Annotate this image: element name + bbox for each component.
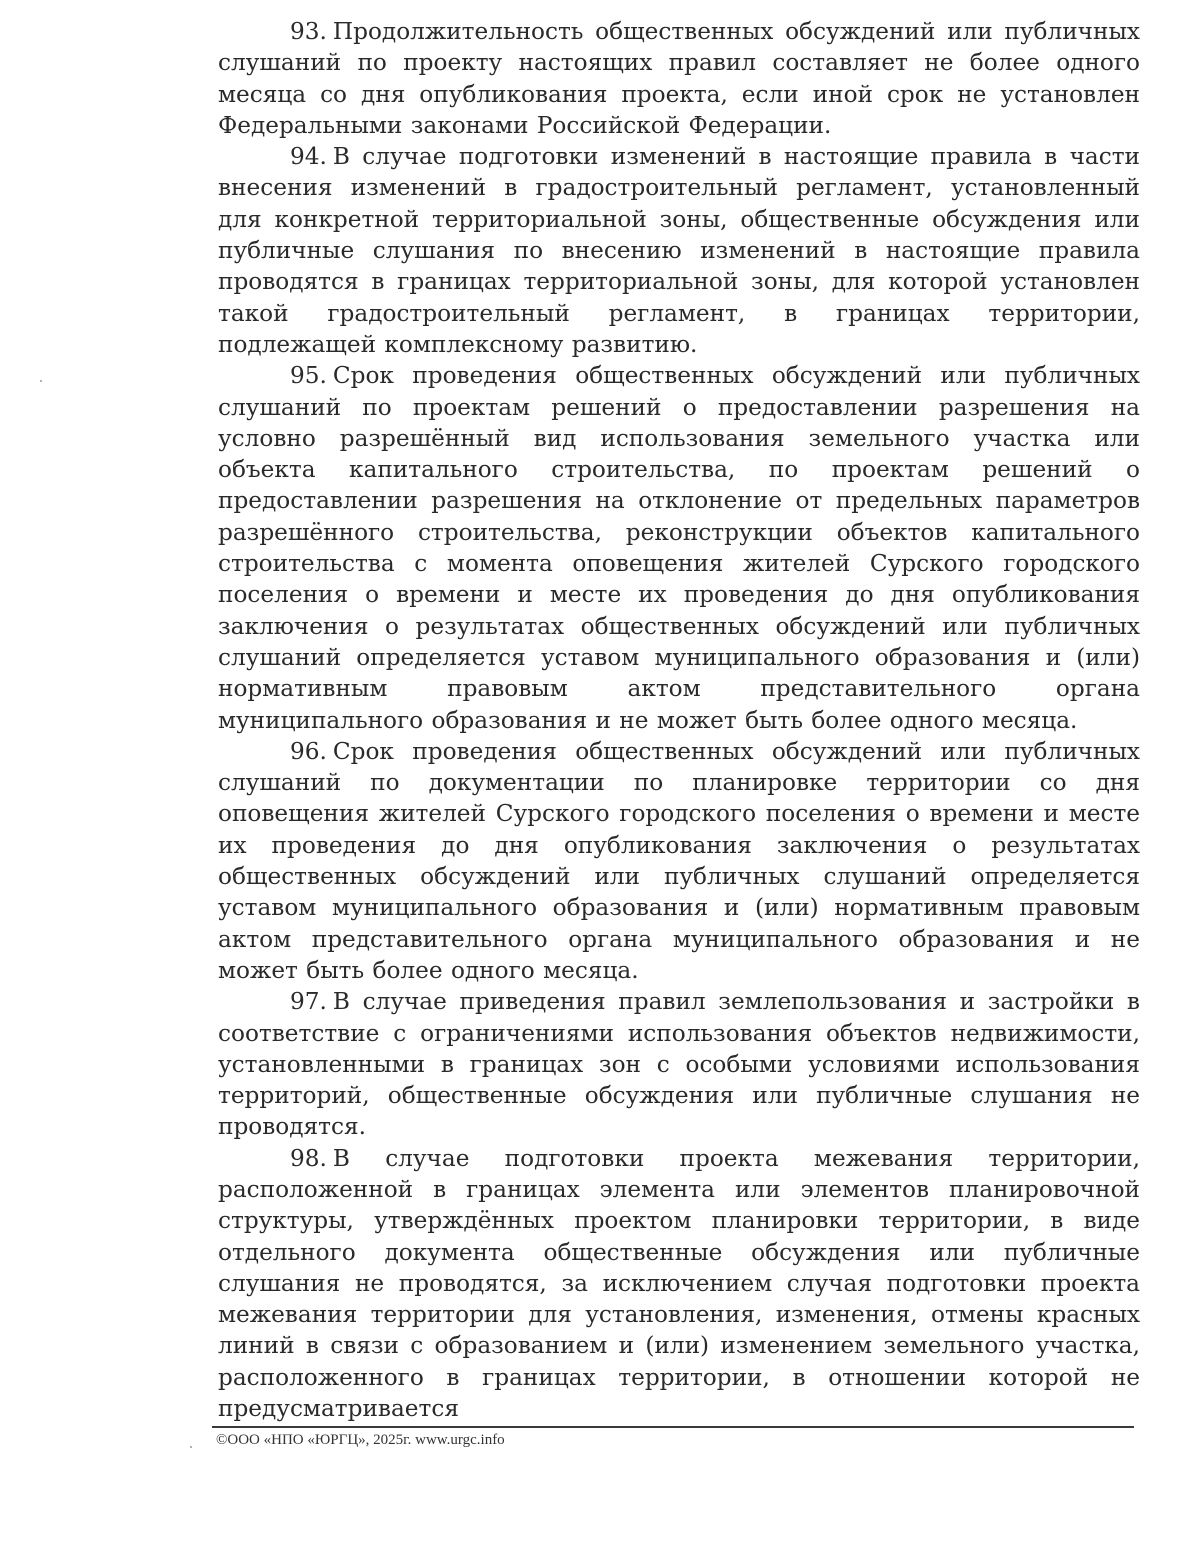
paragraph-number: 95. — [290, 362, 327, 390]
footer-divider — [212, 1426, 1134, 1428]
footer-copyright: ©ООО «НПО «ЮРГЦ», 2025г. www.urgc.info — [216, 1432, 505, 1448]
paragraph-text: Продолжительность общественных обсуждений или публичных слушаний по проекту настоящих правил составляет не более одного месяца со дня опубликования проекта, если иной срок не установлен Федеральными законами Российской Федерации. — [218, 18, 1140, 139]
paragraph-text: Срок проведения общественных обсуждений или публичных слушаний по проектам решений о предоставлении разрешения на условно разрешённый вид использования земельного участка или объекта капитального строительства, по проектам решений о предоставлении разрешения на отклонение от предельных параметров разрешённого строительства, реконструкции объектов капитального строительства с момента оповещения жителей Сурского городского поселения о времени и месте их проведения до дня опубликования заключения о результатах общественных обсуждений или публичных слушаний определяется уставом муниципального образования и (или) нормативным правовым актом представительного органа муниципального образования и не может быть более одного месяца. — [218, 362, 1140, 734]
paragraph-number: 97. — [290, 988, 327, 1016]
paragraph-number: 93. — [290, 18, 327, 45]
paragraph-text: В случае подготовки изменений в настоящие правила в части внесения изменений в градостроительный регламент, установленный для конкретной территориальной зоны, общественные обсуждения или публичные слушания по внесению изменений в настоящие правила проводятся в границах территориальной зоны, для которой установлен такой градостроительный регламент, в границах территории, подлежащей комплексному развитию. — [218, 143, 1140, 358]
paragraph-97 — [218, 986, 1140, 1142]
paragraph-number: 96. — [290, 737, 327, 765]
scan-artifact — [190, 1446, 192, 1448]
paragraph-number: 98. — [290, 1144, 327, 1172]
paragraph-number: 94. — [290, 143, 327, 171]
paragraph-text: В случае подготовки проекта межевания территории, расположенной в границах элемента или элементов планировочной структуры, утверждённых проектом планировки территории, в виде отдельного документа общественные обсуждения или публичные слушания не проводятся, за исключением случая подготовки проекта межевания территории для установления, изменения, отмены красных линий в связи с образованием и (или) изменением земельного участка, расположенного в границах территории, в отношении которой не предусматривается — [218, 1144, 1140, 1423]
paragraph-98 — [218, 1143, 1140, 1425]
paragraph-text: В случае приведения правил землепользования и застройки в соответствие с ограничениями использования объектов недвижимости, установленными в границах зон с особыми условиями использования территорий, общественные обсуждения или публичные слушания не проводятся. — [218, 988, 1140, 1141]
paragraph-96 — [218, 736, 1140, 986]
document-body — [218, 16, 1140, 1424]
paragraph-text: Срок проведения общественных обсуждений или публичных слушаний по документации по планировке территории со дня оповещения жителей Сурского городского поселения о времени и месте их проведения до дня опубликования заключения о результатах общественных обсуждений или публичных слушаний определяется уставом муниципального образования и (или) нормативным правовым актом представительного органа муниципального образования и не может быть более одного месяца. — [218, 737, 1140, 984]
scan-artifact — [40, 380, 42, 382]
paragraph-95 — [218, 360, 1140, 736]
paragraph-93 — [218, 16, 1140, 141]
paragraph-94 — [218, 141, 1140, 360]
